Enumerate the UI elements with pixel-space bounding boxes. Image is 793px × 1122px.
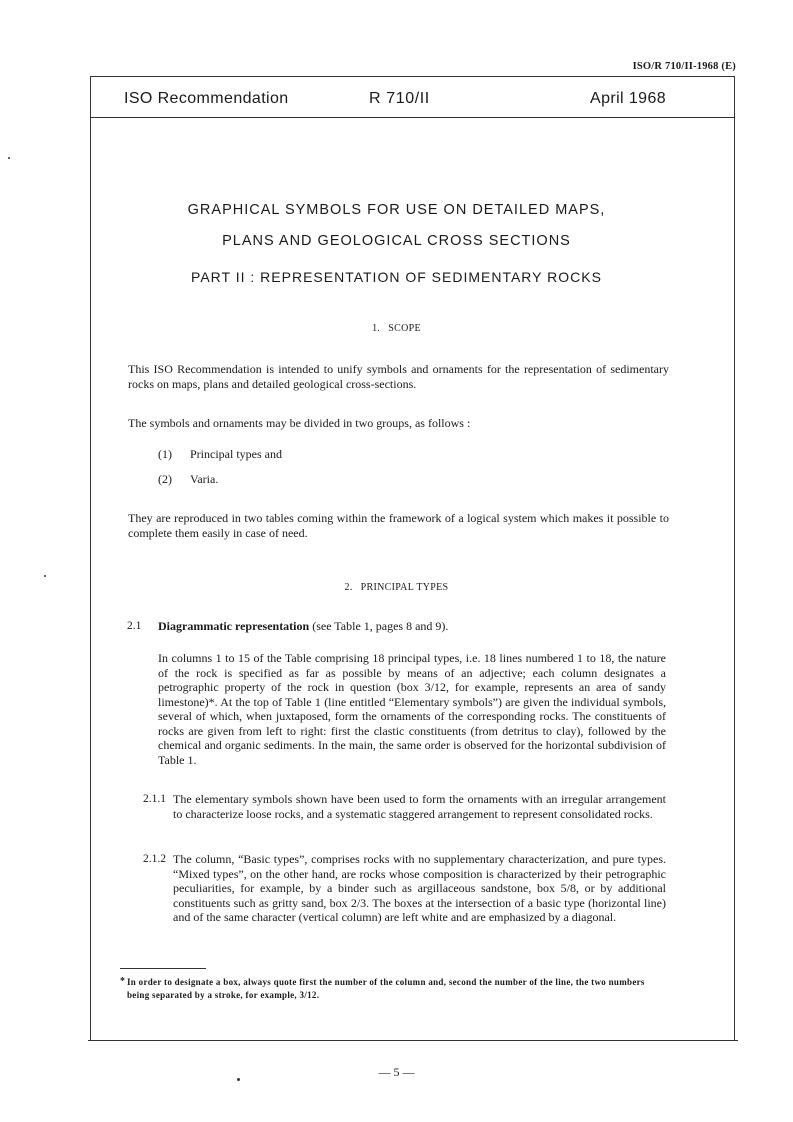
title-line-1: GRAPHICAL SYMBOLS FOR USE ON DETAILED MAPS, — [187, 202, 606, 218]
subsection-number: 2.1.1 — [143, 793, 166, 805]
header-recommendation: ISO Recommendation — [124, 90, 289, 107]
section-heading-scope — [0, 323, 793, 334]
section-title: SCOPE — [388, 323, 421, 334]
frame-bottom-rule — [88, 1040, 738, 1041]
header-band — [90, 76, 735, 118]
list-item-number: (2) — [158, 472, 172, 486]
subsection-title-rest: (see Table 1, pages 8 and 9). — [309, 619, 449, 633]
subsection-number: 2.1 — [127, 620, 142, 632]
footnote-mark: * — [120, 976, 125, 987]
scan-speck — [237, 1078, 240, 1081]
section-number: 1. — [372, 323, 381, 334]
header-date: April 1968 — [590, 90, 667, 107]
footnote-text: In order to designate a box, always quote first the number of the column and, second the number of the line, the two numbers being separated by a stroke, for example, 3/12. — [127, 977, 645, 1000]
subsection-paragraph: In columns 1 to 15 of the Table comprising 18 principal types, i.e. 18 lines numbered 1 to 18, the nature of the rock is specified as far as possible by means of an adjective; each column designates a petrographic property of the rock in question (box 3/12, for example, represents an area of sandy limestone)*. At the top of Table 1 (line entitled “Elementary symbols”) are given the individual symbols, several of which, when juxtaposed, form the ornaments of the corresponding rocks. The constituents of rocks are given from left to right: first the clastic constituents (from detritus to clay), followed by the chemical and organic sediments. In the main, the same order is observed for the horizontal subdivision of Table 1. — [158, 651, 666, 767]
scope-paragraph-2: The symbols and ornaments may be divided in two groups, as follows : — [128, 416, 471, 430]
subsection-title — [158, 619, 448, 634]
page-number: — 5 — — [378, 1065, 415, 1079]
subsection-number: 2.1.2 — [143, 853, 166, 865]
scope-paragraph-3: They are reproduced in two tables coming within the framework of a logical system which makes it possible to complete them easily in case of need. — [128, 511, 669, 540]
section-heading-principal-types — [0, 582, 793, 593]
title-part: PART II : REPRESENTATION OF SEDIMENTARY ROCKS — [191, 269, 602, 285]
scan-speck — [44, 575, 46, 577]
list-item — [158, 447, 282, 462]
header-number: R 710/II — [369, 90, 430, 107]
list-item-number: (1) — [158, 447, 172, 461]
list-item — [158, 472, 218, 487]
list-item-text: Principal types and — [190, 447, 282, 461]
title-line-2: PLANS AND GEOLOGICAL CROSS SECTIONS — [222, 233, 571, 249]
scan-speck — [8, 157, 10, 159]
section-number: 2. — [344, 582, 353, 593]
subsection-paragraph: The column, “Basic types”, comprises rocks with no supplementary characterization, and pure types. “Mixed types”, on the other hand, are rocks whose composition is characterized by their petrographic peculiarities, for example, by a binder such as argillaceous sandstone, box 5/8, or by additional constituents such as gritty sand, box 2/3. The boxes at the intersection of a basic type (horizontal line) and of the same character (vertical column) are left white and are emphasized by a diagonal. — [173, 852, 666, 924]
scope-paragraph-1: This ISO Recommendation is intended to unify symbols and ornaments for the representation of sedimentary rocks on maps, plans and detailed geological cross-sections. — [128, 362, 669, 391]
section-title: PRINCIPAL TYPES — [360, 582, 449, 593]
document-reference: ISO/R 710/II-1968 (E) — [632, 61, 736, 72]
subsection-title-bold: Diagrammatic representation — [158, 619, 310, 633]
list-item-text: Varia. — [190, 472, 219, 486]
subsection-paragraph: The elementary symbols shown have been used to form the ornaments with an irregular arrangement to characterize loose rocks, and a systematic staggered arrangement to represent consolidated rocks. — [173, 792, 666, 821]
footnote-rule — [120, 968, 206, 969]
